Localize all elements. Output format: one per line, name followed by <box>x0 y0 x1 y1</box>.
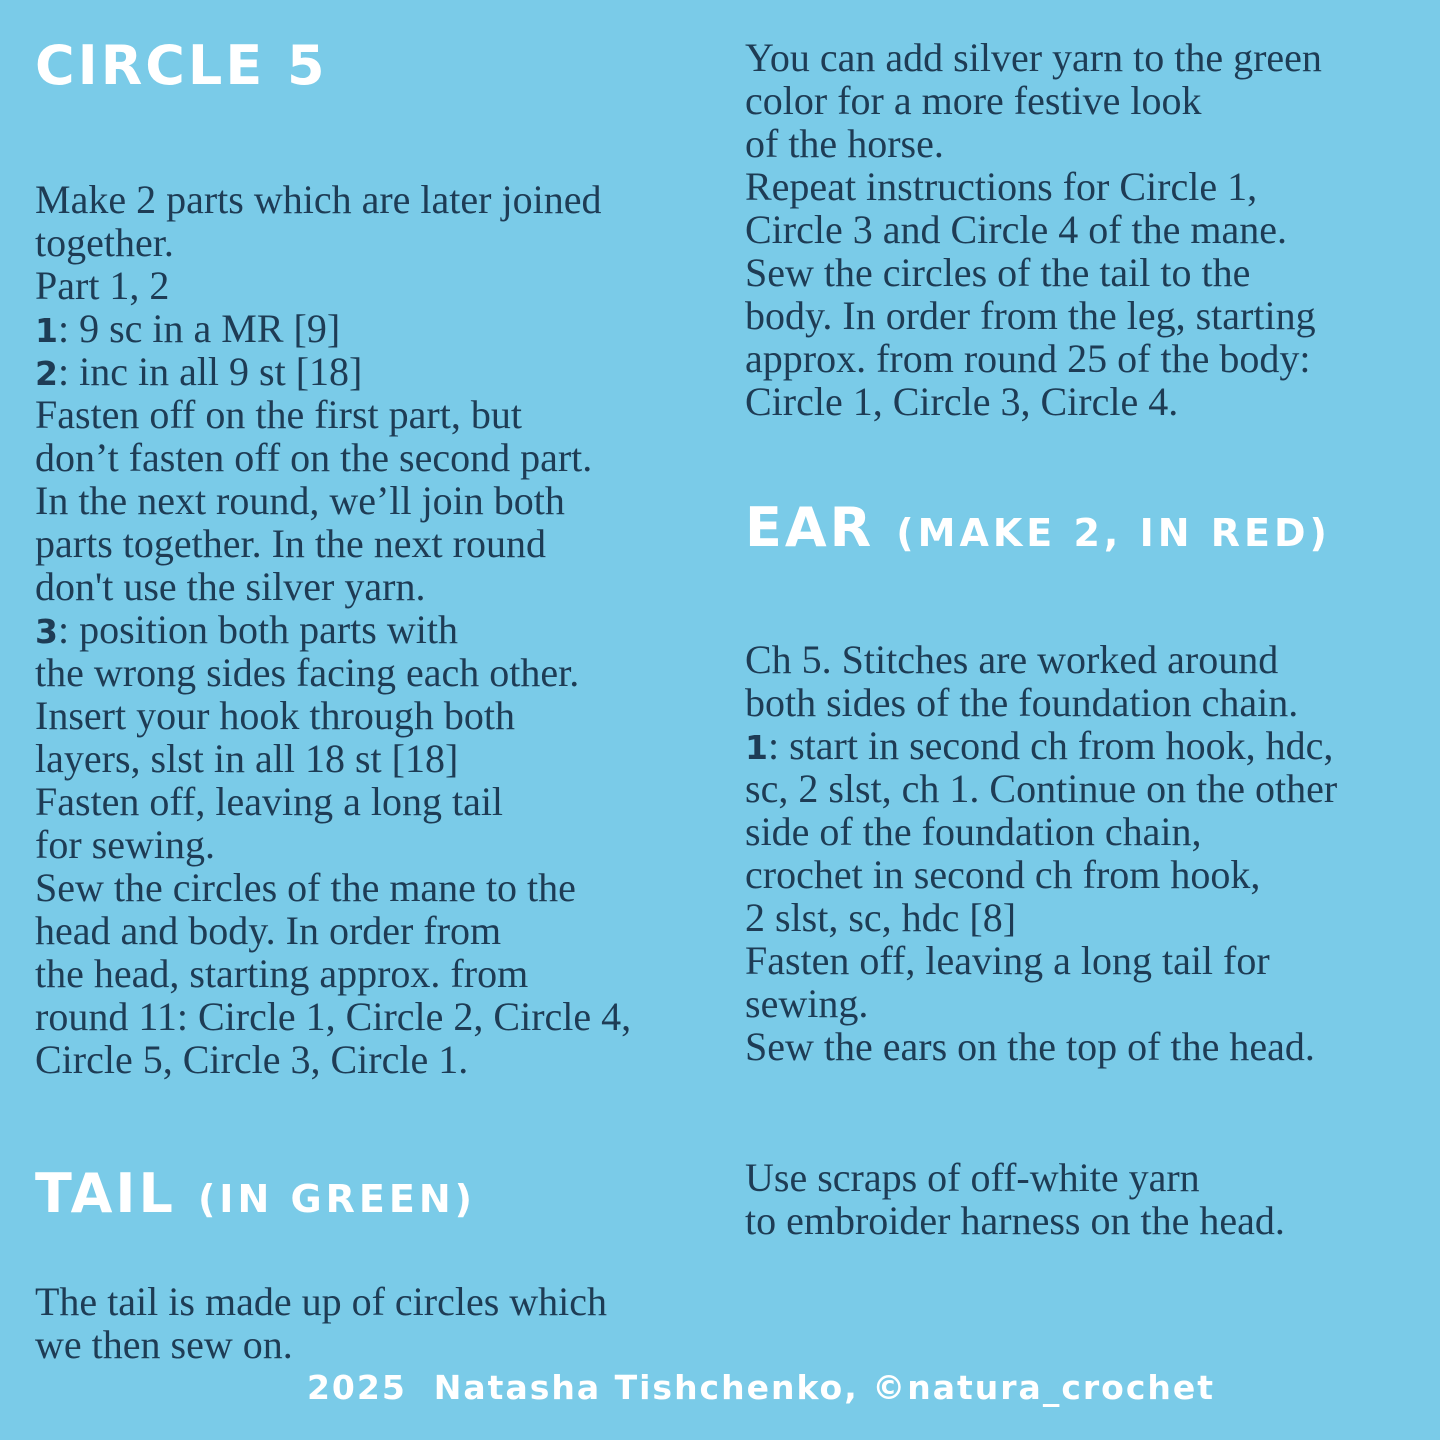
line-text: Sew the ears on the top of the head. <box>745 1024 1315 1069</box>
text-line <box>35 264 631 307</box>
tail-heading-main: TAIL <box>35 1162 176 1225</box>
text-line <box>35 1038 631 1081</box>
ear-instructions <box>745 638 1337 1068</box>
text-line <box>745 724 1337 767</box>
round-number-marker: 3 <box>35 612 58 651</box>
line-text: together. <box>35 220 174 265</box>
line-text: of the horse. <box>745 121 944 166</box>
text-line <box>35 522 631 565</box>
text-line <box>745 1025 1337 1068</box>
text-line <box>745 896 1337 939</box>
text-line <box>35 737 631 780</box>
line-text: head and body. In order from <box>35 908 502 953</box>
round-number-marker: 2 <box>35 354 58 393</box>
line-text: Ch 5. Stitches are worked around <box>745 637 1279 682</box>
line-text: 2 slst, sc, hdc [8] <box>745 895 1017 940</box>
line-text: body. In order from the leg, starting <box>745 293 1316 338</box>
line-text: the head, starting approx. from <box>35 951 529 996</box>
text-line <box>745 982 1337 1025</box>
line-text: don't use the silver yarn. <box>35 564 426 609</box>
text-line <box>35 780 631 823</box>
line-text: Sew the circles of the tail to the <box>745 250 1251 295</box>
text-line <box>35 694 631 737</box>
text-line <box>35 221 631 264</box>
line-text: : 9 sc in a MR [9] <box>57 306 341 351</box>
text-line <box>35 350 631 393</box>
text-line <box>745 79 1322 122</box>
copyright-footer: 2025 Natasha Tishchenko, ©natura_crochet <box>306 1368 1216 1407</box>
section-heading-ear <box>745 496 1331 559</box>
text-line <box>35 995 631 1038</box>
line-text: : inc in all 9 st [18] <box>57 349 363 394</box>
line-text: don’t fasten off on the second part. <box>35 435 593 480</box>
section-heading-tail <box>35 1162 476 1225</box>
text-line <box>745 1199 1285 1242</box>
round-number-marker: 1 <box>745 728 768 767</box>
ear-heading-sub: (MAKE 2, IN RED) <box>896 511 1331 555</box>
text-line <box>35 909 631 952</box>
text-line <box>745 122 1322 165</box>
harness-instructions <box>745 1156 1285 1242</box>
line-text: layers, slst in all 18 st [18] <box>35 736 459 781</box>
text-line <box>745 337 1322 380</box>
text-line <box>745 810 1337 853</box>
text-line <box>745 380 1322 423</box>
line-text: approx. from round 25 of the body: <box>745 336 1311 381</box>
text-line <box>745 36 1322 79</box>
line-text: You can add silver yarn to the green <box>745 35 1322 80</box>
ear-heading-main: EAR <box>745 496 875 559</box>
tail-heading-sub: (IN GREEN) <box>197 1177 477 1221</box>
text-line <box>35 307 631 350</box>
line-text: to embroider harness on the head. <box>745 1198 1285 1243</box>
line-text: parts together. In the next round <box>35 521 546 566</box>
line-text: for sewing. <box>35 822 215 867</box>
tail-instructions <box>35 1280 607 1366</box>
text-line <box>35 608 631 651</box>
line-text: side of the foundation chain, <box>745 809 1202 854</box>
text-line <box>745 638 1337 681</box>
line-text: Use scraps of off-white yarn <box>745 1155 1200 1200</box>
text-line <box>35 178 631 221</box>
mane-finishing-instructions <box>745 36 1322 423</box>
line-text: the wrong sides facing each other. <box>35 650 580 695</box>
round-number-marker: 1 <box>35 311 58 350</box>
line-text: Part 1, 2 <box>35 263 170 308</box>
text-line <box>35 1323 607 1366</box>
circle5-instructions <box>35 178 631 1081</box>
text-line <box>745 208 1322 251</box>
text-line <box>745 939 1337 982</box>
line-text: Repeat instructions for Circle 1, <box>745 164 1258 209</box>
line-text: Circle 1, Circle 3, Circle 4. <box>745 379 1179 424</box>
line-text: crochet in second ch from hook, <box>745 852 1261 897</box>
text-line <box>745 767 1337 810</box>
line-text: Fasten off on the first part, but <box>35 392 522 437</box>
line-text: sewing. <box>745 981 869 1026</box>
text-line <box>35 436 631 479</box>
line-text: In the next round, we’ll join both <box>35 478 565 523</box>
line-text: sc, 2 slst, ch 1. Continue on the other <box>745 766 1338 811</box>
text-line <box>35 651 631 694</box>
text-line <box>745 681 1337 724</box>
line-text: Insert your hook through both <box>35 693 515 738</box>
text-line <box>35 393 631 436</box>
line-text: : start in second ch from hook, hdc, <box>767 723 1334 768</box>
line-text: Circle 3 and Circle 4 of the mane. <box>745 207 1288 252</box>
text-line <box>35 1280 607 1323</box>
line-text: Fasten off, leaving a long tail <box>35 779 504 824</box>
line-text: Make 2 parts which are later joined <box>35 177 602 222</box>
text-line <box>745 294 1322 337</box>
text-line <box>35 565 631 608</box>
text-line <box>745 853 1337 896</box>
line-text: The tail is made up of circles which <box>35 1279 608 1324</box>
line-text: Sew the circles of the mane to the <box>35 865 576 910</box>
text-line <box>35 866 631 909</box>
line-text: we then sew on. <box>35 1322 293 1367</box>
text-line <box>35 952 631 995</box>
line-text: Fasten off, leaving a long tail for <box>745 938 1270 983</box>
section-heading-circle5: CIRCLE 5 <box>35 34 328 97</box>
text-line <box>745 1156 1285 1199</box>
text-line <box>35 479 631 522</box>
text-line <box>35 823 631 866</box>
text-line <box>745 251 1322 294</box>
line-text: color for a more festive look <box>745 78 1202 123</box>
line-text: both sides of the foundation chain. <box>745 680 1299 725</box>
text-line <box>745 165 1322 208</box>
line-text: Circle 5, Circle 3, Circle 1. <box>35 1037 469 1082</box>
line-text: round 11: Circle 1, Circle 2, Circle 4, <box>35 994 632 1039</box>
line-text: : position both parts with <box>57 607 458 652</box>
